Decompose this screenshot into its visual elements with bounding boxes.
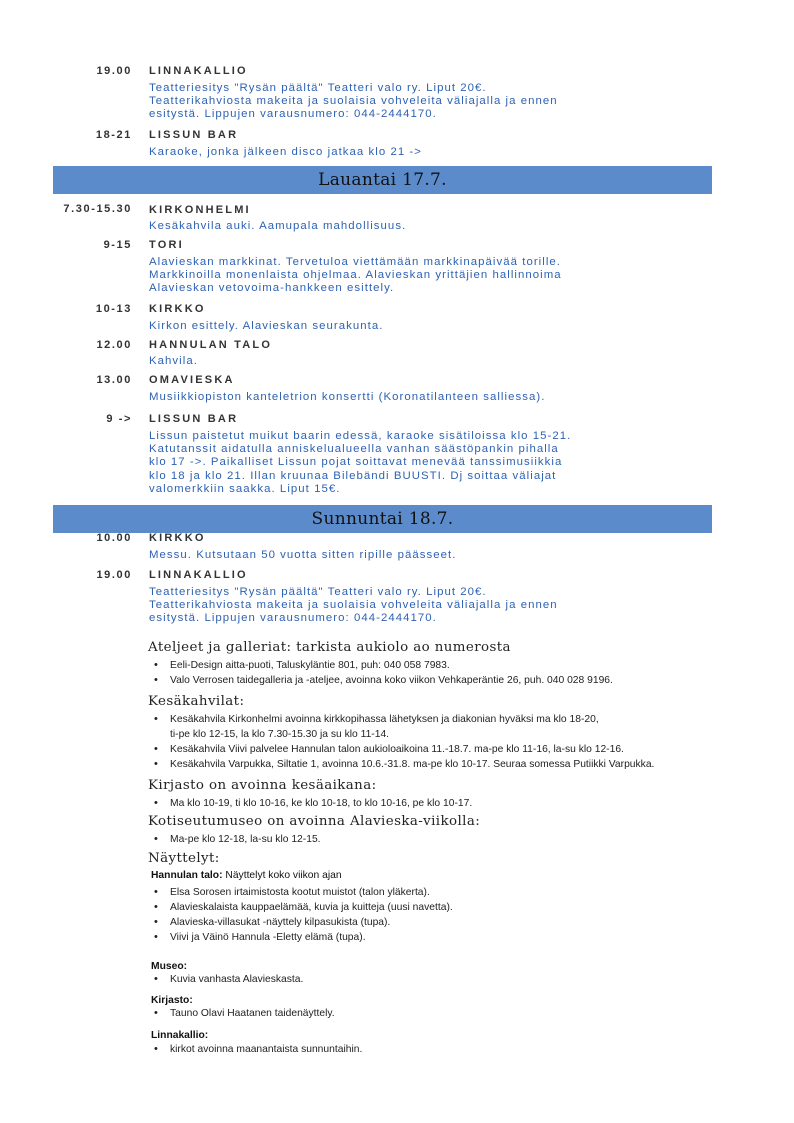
day-header-saturday: Lauantai 17.7. <box>53 166 712 194</box>
list-item: • Ma-pe klo 12-18, la-su klo 12-15. <box>150 832 750 847</box>
hannula-list <box>150 885 750 945</box>
galleries-heading: Ateljeet ja galleriat: tarkista aukiolo ao numerosta <box>148 640 511 655</box>
event-description: Kahvila. <box>149 355 198 367</box>
list-item: • Kuvia vanhasta Alavieskasta. <box>150 972 750 987</box>
event-time: 19.00 <box>96 65 132 77</box>
kirjasto-list <box>150 1006 750 1021</box>
list-item: • Alavieskalaista kauppaelämää, kuvia ja kuitteja (uusi navetta). <box>150 900 750 915</box>
museo-list <box>150 972 750 987</box>
day-header-sunday: Sunnuntai 18.7. <box>53 505 712 533</box>
library-heading: Kirjasto on avoinna kesäaikana: <box>148 778 377 793</box>
list-item: • Viivi ja Väinö Hannula -Eletty elämä (tupa). <box>150 930 750 945</box>
list-item: • Ma klo 10-19, ti klo 10-16, ke klo 10-18, to klo 10-16, pe klo 10-17. <box>150 796 750 811</box>
event-description: Messu. Kutsutaan 50 vuotta sitten ripille päässeet. <box>149 549 457 561</box>
event-place: KIRKONHELMI <box>149 204 251 216</box>
list-item: • Kesäkahvila Kirkonhelmi avoinna kirkkopihassa lähetyksen ja diakonian hyväksi ma klo 18-20, ti-pe klo 12-15, la klo 7.30-15.30 ja su klo 11-14. <box>150 712 750 742</box>
linnakallio-list <box>150 1042 750 1057</box>
event-description: Teatteriesitys "Rysän päältä" Teatteri valo ry. Liput 20€. Teatterikahviosta makeita ja suolaisia vohveleita väliajalla ja ennen esitystä. Lippujen varausnumero: 044-2444170. <box>149 82 558 121</box>
list-item: • Kesäkahvila Viivi palvelee Hannulan talon aukioloaikoina 11.-18.7. ma-pe klo 11-16, la-su klo 12-16. <box>150 742 750 757</box>
list-item: • Alavieska-villasukat -näyttely kilpasukista (tupa). <box>150 915 750 930</box>
exhibitions-heading: Näyttelyt: <box>148 851 220 866</box>
event-description: Teatteriesitys "Rysän päältä" Teatteri valo ry. Liput 20€. Teatterikahviosta makeita ja suolaisia vohveleita väliajalla ja ennen esitystä. Lippujen varausnumero: 044-2444170. <box>149 586 558 625</box>
event-time: 10.00 <box>96 532 132 544</box>
cafes-heading: Kesäkahvilat: <box>148 694 245 709</box>
event-place: TORI <box>149 239 184 251</box>
event-place: OMAVIESKA <box>149 374 235 386</box>
event-time: 7.30-15.30 <box>63 203 132 215</box>
exhibition-venue-museo: Museo: <box>151 961 188 972</box>
museum-list <box>150 832 750 847</box>
event-place: KIRKKO <box>149 532 206 544</box>
event-time: 9 -> <box>106 413 132 425</box>
event-time: 9-15 <box>103 239 132 251</box>
event-time: 13.00 <box>96 374 132 386</box>
event-description: Karaoke, jonka jälkeen disco jatkaa klo 21 -> <box>149 146 422 158</box>
exhibition-venue-hannula: Hannulan talo: Näyttelyt koko viikon ajan <box>151 870 342 881</box>
event-place: LINNAKALLIO <box>149 65 248 77</box>
cafes-list <box>150 712 750 772</box>
galleries-list <box>150 658 750 688</box>
event-time: 10-13 <box>95 303 132 315</box>
event-time: 19.00 <box>96 569 132 581</box>
event-place: LISSUN BAR <box>149 129 239 141</box>
event-place: HANNULAN TALO <box>149 339 273 351</box>
event-time: 18-21 <box>95 129 132 141</box>
exhibition-venue-linnakallio: Linnakallio: <box>151 1030 209 1041</box>
list-item: • kirkot avoinna maanantaista sunnuntaihin. <box>150 1042 750 1057</box>
event-description: Alavieskan markkinat. Tervetuloa viettämään markkinapäivää torille. Markkinoilla monenlaista ohjelmaa. Alavieskan yrittäjien hallinnoima Alavieskan vetovoima-hankkeen esittely. <box>149 256 562 295</box>
event-description: Kirkon esittely. Alavieskan seurakunta. <box>149 320 384 332</box>
event-description: Kesäkahvila auki. Aamupala mahdollisuus. <box>149 220 407 232</box>
list-item: • Kesäkahvila Varpukka, Siltatie 1, avoinna 10.6.-31.8. ma-pe klo 10-17. Seuraa somessa Putiikki Varpukka. <box>150 757 750 772</box>
event-description: Musiikkiopiston kanteletrion konsertti (Koronatilanteen salliessa). <box>149 391 546 403</box>
list-item: • Eeli-Design aitta-puoti, Taluskyläntie 801, puh: 040 058 7983. <box>150 658 750 673</box>
event-place: LINNAKALLIO <box>149 569 248 581</box>
library-list <box>150 796 750 811</box>
event-place: KIRKKO <box>149 303 206 315</box>
event-time: 12.00 <box>96 339 132 351</box>
list-item: • Tauno Olavi Haatanen taidenäyttely. <box>150 1006 750 1021</box>
list-item: • Valo Verrosen taidegalleria ja -ateljee, avoinna koko viikon Vehkaperäntie 26, puh. 040 028 9196. <box>150 673 750 688</box>
exhibition-venue-kirjasto: Kirjasto: <box>151 995 193 1006</box>
museum-heading: Kotiseutumuseo on avoinna Alavieska-viikolla: <box>148 814 481 829</box>
list-item: • Elsa Sorosen irtaimistosta kootut muistot (talon yläkerta). <box>150 885 750 900</box>
event-description: Lissun paistetut muikut baarin edessä, karaoke sisätiloissa klo 15-21. Katutanssit aidatulla anniskelualueella vanhan säästöpankin pihalla klo 17 ->. Paikalliset Lissun pojat soittavat menevää tanssimusiikkia klo 18 ja klo 21. Illan kruunaa Bilebändi BUUSTI. Dj soittaa väliajat valomerkkiin saakka. Liput 15€. <box>149 430 572 495</box>
event-place: LISSUN BAR <box>149 413 239 425</box>
